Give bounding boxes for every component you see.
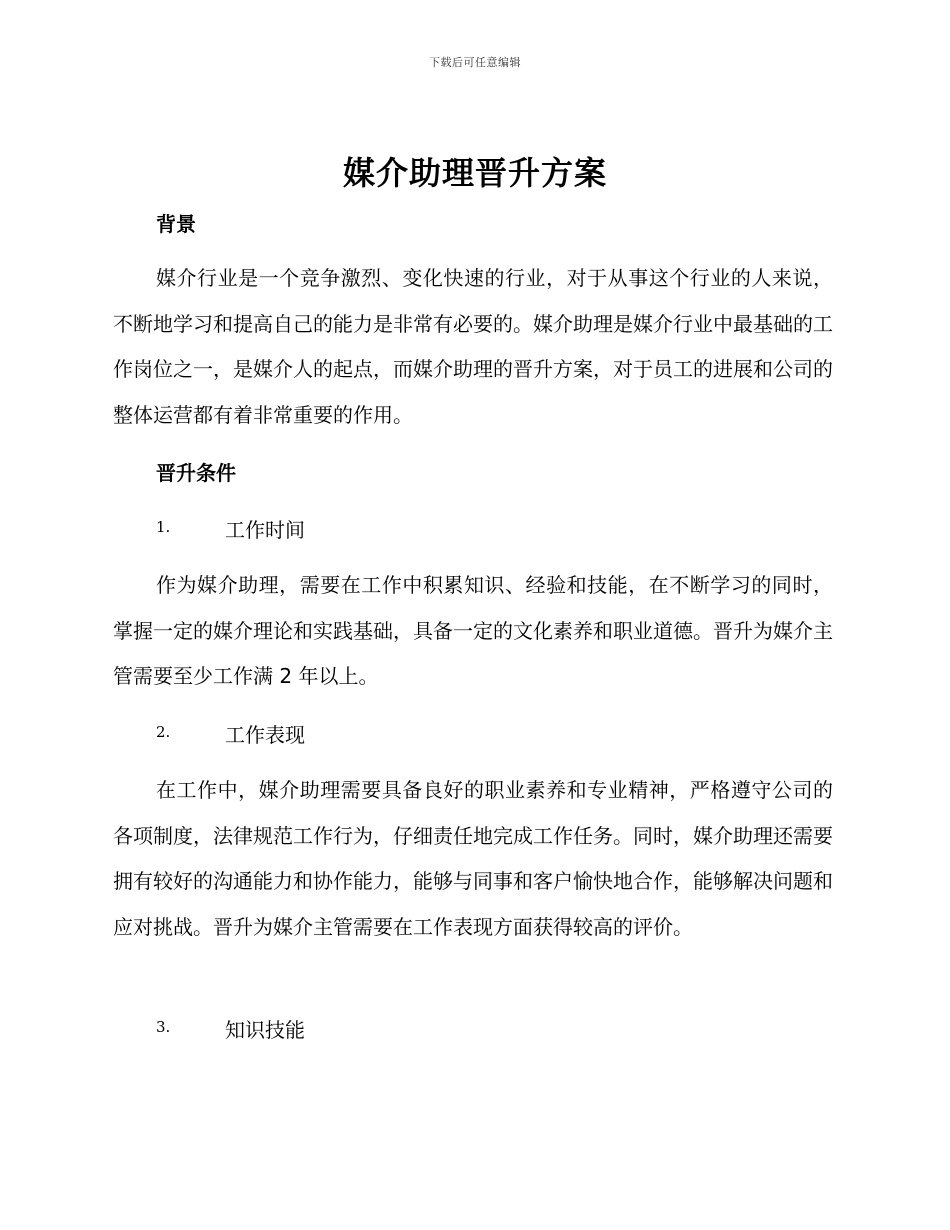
document-title: 媒介助理晋升方案 [342,154,607,192]
item-number: 1. [156,518,171,536]
section-heading-background: 背景 [156,212,196,236]
item-number: 3. [156,1018,171,1036]
numbered-item-3 [156,1014,556,1044]
item-label: 工作时间 [225,518,305,542]
header-note: 下载后可任意编辑 [429,56,521,69]
paragraph-work-time: 作为媒介助理，需要在工作中积累知识、经验和技能，在不断学习的同时，掌握一定的媒介理论和实践基础，具备一定的文化素养和职业道德。晋升为媒介主管需要至少工作满 2 年以上。 [113,573,833,688]
numbered-item-2 [156,719,556,749]
item-label: 工作表现 [225,723,305,747]
item-label: 知识技能 [225,1018,305,1042]
paragraph-background: 媒介行业是一个竞争激烈、变化快速的行业，对于从事这个行业的人来说，不断地学习和提高自己的能力是非常有必要的。媒介助理是媒介行业中最基础的工作岗位之一，是媒介人的起点，而媒介助理的晋升方案，对于员工的进展和公司的整体运营都有着非常重要的作用。 [113,266,833,427]
item-number: 2. [156,723,171,741]
section-heading-promotion-conditions: 晋升条件 [156,461,236,485]
paragraph-work-performance: 在工作中，媒介助理需要具备良好的职业素养和专业精神，严格遵守公司的各项制度，法律规范工作行为，仔细责任地完成工作任务。同时，媒介助理还需要拥有较好的沟通能力和协作能力，能够与同事和客户愉快地合作，能够解决问题和应对挑战。晋升为媒介主管需要在工作表现方面获得较高的评价。 [113,778,833,939]
numbered-item-1 [156,514,556,544]
